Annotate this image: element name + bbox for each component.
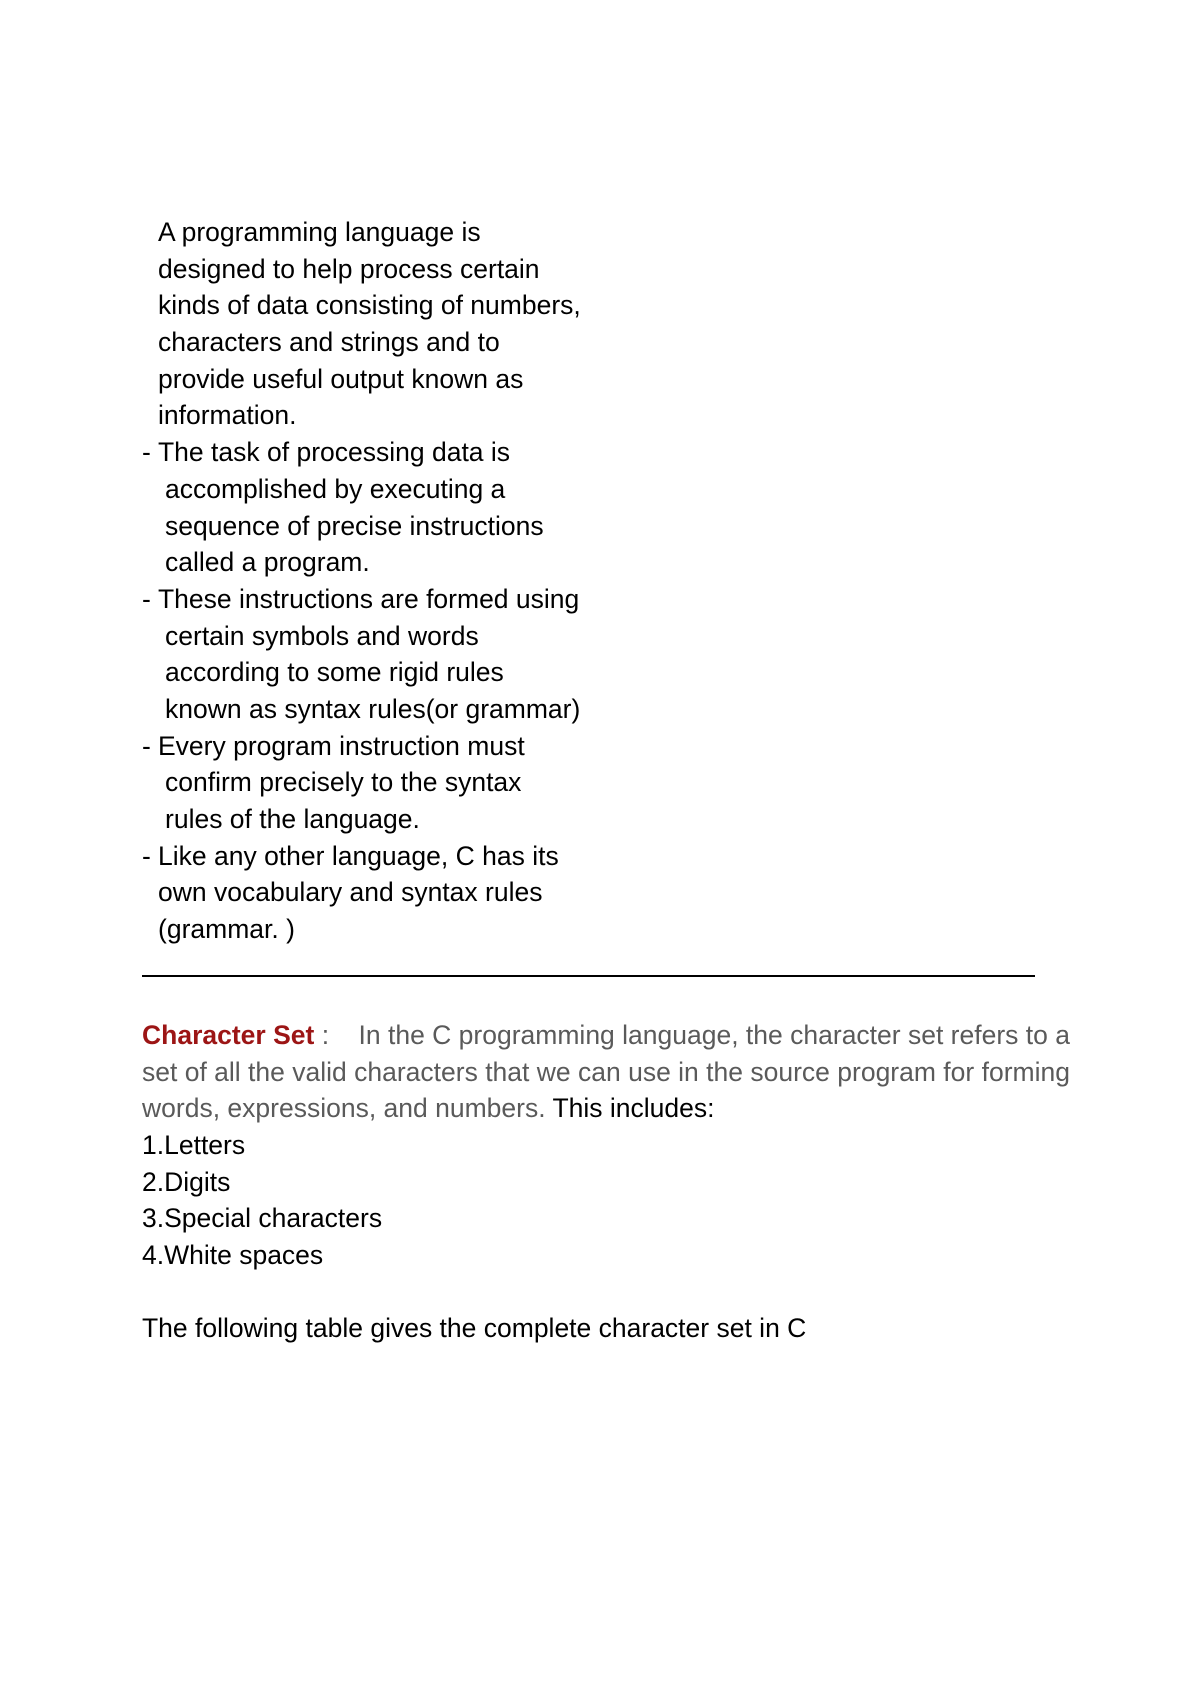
bullet-line: These instructions are formed using xyxy=(158,583,580,614)
bullet-line: called a program. xyxy=(165,547,370,578)
intro-line: information. xyxy=(158,400,297,431)
list-item: 2.Digits xyxy=(142,1166,231,1197)
bullet-line: known as syntax rules(or grammar) xyxy=(165,693,581,724)
bullet-dash: - xyxy=(142,583,151,614)
heading-separator: : xyxy=(314,1020,359,1050)
bullet-item xyxy=(142,838,782,948)
bullet-item xyxy=(142,434,782,581)
character-set-includes: This includes: xyxy=(545,1093,715,1124)
bullet-line: The task of processing data is xyxy=(158,437,511,468)
bullet-line: own vocabulary and syntax rules xyxy=(158,877,543,908)
intro-line: A programming language is xyxy=(158,217,481,247)
bullet-line: rules of the language. xyxy=(165,804,420,834)
bullet-dash: - xyxy=(142,437,151,468)
bullet-line: confirm precisely to the syntax xyxy=(165,767,522,798)
intro-line: characters and strings and to xyxy=(158,327,500,358)
character-set-heading: Character Set xyxy=(142,1020,315,1050)
bullet-line: Like any other language, C has its xyxy=(158,840,559,871)
bullet-line: Every program instruction must xyxy=(158,730,525,761)
list-item: 4.White spaces xyxy=(142,1240,324,1271)
bullet-line: certain symbols and words xyxy=(165,620,479,651)
bullet-dash: - xyxy=(142,840,151,871)
character-set-list xyxy=(142,1127,1072,1274)
intro-line: provide useful output known as xyxy=(158,363,524,394)
bullet-line: accomplished by executing a xyxy=(165,473,506,504)
character-set-description: In the C programming language, the character set refers to a set of all the valid characters that we can use in the source program for forming words, expressions, and numbers. xyxy=(142,1020,1070,1124)
bullet-dash: - xyxy=(142,730,151,761)
intro-section xyxy=(142,214,782,948)
bullet-line: according to some rigid rules xyxy=(165,657,504,688)
list-item: 3.Special characters xyxy=(142,1203,383,1234)
bullet-item xyxy=(142,728,782,838)
list-item: 1.Letters xyxy=(142,1130,246,1161)
bullet-line: (grammar. ) xyxy=(158,914,295,945)
intro-line: designed to help process certain xyxy=(158,253,540,284)
bullet-item xyxy=(142,581,782,728)
closing-sentence: The following table gives the complete character set in C xyxy=(142,1313,807,1343)
character-set-section xyxy=(142,1017,1072,1274)
bullet-line: sequence of precise instructions xyxy=(165,510,544,541)
horizontal-divider xyxy=(142,975,1035,977)
character-set-paragraph xyxy=(142,1017,1072,1127)
intro-line: kinds of data consisting of numbers, xyxy=(158,290,581,321)
